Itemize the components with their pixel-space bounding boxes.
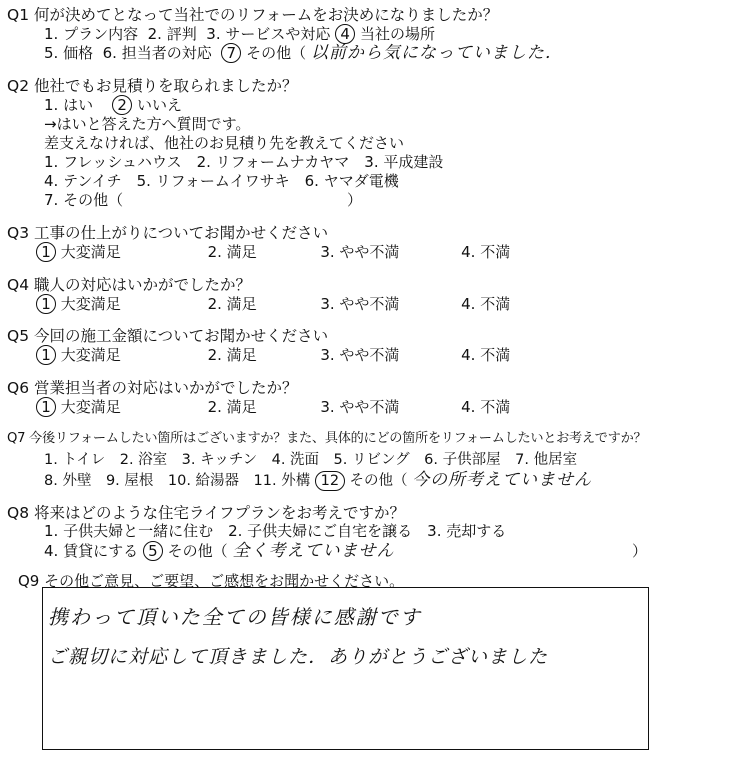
q8-option-4: 4. 賃貸にする — [44, 542, 139, 560]
q3-question: Q3 工事の仕上がりについてお聞かせください — [7, 224, 329, 242]
q6-option-1-circled: 1 — [36, 397, 56, 417]
q6-options — [36, 398, 510, 416]
q2-option-2-circled: 2 — [112, 95, 132, 115]
q1-option-2: 2. 評判 — [147, 25, 197, 43]
q9-question: Q9 その他ご意見、ご要望、ご感想をお聞かせください。 — [18, 572, 405, 590]
q6-option-4: 4. 不満 — [461, 398, 511, 416]
q1-option-4: 当社の場所 — [359, 25, 435, 43]
q6-option-1: 大変満足 — [60, 398, 121, 416]
q2-company-row3 — [44, 191, 123, 209]
q8-row1: 1. 子供夫婦と一緒に住む 2. 子供夫婦にご自宅を譲る 3. 売却する — [44, 522, 507, 540]
q6-question: Q6 営業担当者の対応はいかがでしたか？ — [7, 379, 298, 397]
q3-option-4: 4. 不満 — [461, 243, 511, 261]
q3-option-2: 2. 満足 — [207, 243, 257, 261]
q9-handwritten-line1: 携わって頂いた全ての皆様に感謝です — [48, 605, 422, 629]
q1-question: Q1 何が決めてとなって当社でのリフォームをお決めになりましたか？ — [7, 6, 499, 24]
q2-option-no: いいえ — [136, 96, 182, 114]
q2-answers — [44, 96, 182, 114]
q4-option-2: 2. 満足 — [207, 295, 257, 313]
q4-option-1: 大変満足 — [60, 295, 121, 313]
q2-follow-arrow: →はいと答えた方へ質問です。 — [44, 115, 251, 133]
q3-option-1: 大変満足 — [60, 243, 121, 261]
q2-other-close: ） — [347, 191, 363, 209]
q6-option-3: 3. やや不満 — [320, 398, 400, 416]
q2-other-label: 7. その他（ — [44, 191, 124, 209]
q8-other-close: ） — [632, 542, 648, 560]
q5-option-4: 4. 不満 — [461, 346, 511, 364]
q2-company-row2: 4. テンイチ 5. リフォームイワサキ 6. ヤマダ電機 — [44, 172, 399, 190]
q5-option-3: 3. やや不満 — [320, 346, 400, 364]
q7-options-8-11: 8. 外壁 9. 屋根 10. 給湯器 11. 外構 — [44, 473, 311, 489]
q1-option-1: 1. プラン内容 — [44, 25, 139, 43]
q1-option-6: 6. 担当者の対応 — [102, 44, 212, 62]
q5-option-1-circled: 1 — [36, 345, 56, 365]
q3-option-1-circled: 1 — [36, 242, 56, 262]
q1-row1 — [44, 25, 435, 43]
q8-option-5-circled: 5 — [143, 541, 163, 561]
q4-option-4: 4. 不満 — [461, 295, 511, 313]
q8-question: Q8 将来はどのような住宅ライフプランをお考えですか？ — [7, 504, 406, 522]
q1-option-7: その他（ — [246, 44, 307, 62]
q8-option-5: その他（ — [167, 542, 228, 560]
q6-option-2: 2. 満足 — [207, 398, 257, 416]
q7-question: Q7 今後リフォームしたい箇所はございますか？また、具体的にどの箇所をリフォームしたいとお考えですか？ — [7, 431, 647, 446]
q3-option-3: 3. やや不満 — [320, 243, 400, 261]
q7-handwritten-answer: 今の所考えていません — [412, 470, 593, 490]
q1-row2 — [44, 44, 563, 62]
q8-handwritten-answer: 全く考えていません — [232, 541, 395, 561]
q1-handwritten-answer: 以前から気になっていました． — [310, 43, 563, 63]
q7-option-12-circled: 12 — [315, 471, 345, 491]
q7-option-12: その他（ — [349, 473, 408, 489]
q5-question: Q5 今回の施工金額についてお聞かせください — [7, 327, 329, 345]
q5-option-2: 2. 満足 — [207, 346, 257, 364]
q1-option-7-circled: 7 — [221, 43, 241, 63]
q4-option-3: 3. やや不満 — [320, 295, 400, 313]
q7-row2 — [44, 471, 592, 490]
q2-question: Q2 他社でもお見積りを取られましたか？ — [7, 77, 298, 95]
q2-company-row1: 1. フレッシュハウス 2. リフォームナカヤマ 3. 平成建設 — [44, 153, 444, 171]
q7-row1: 1. トイレ 2. 浴室 3. キッチン 4. 洗面 5. リビング 6. 子供部屋 7. 他居室 — [44, 452, 578, 468]
q4-options — [36, 295, 510, 313]
q4-question: Q4 職人の対応はいかがでしたか？ — [7, 276, 251, 294]
q5-options — [36, 346, 510, 364]
q8-row2 — [44, 542, 394, 560]
q2-follow-request: 差支えなければ、他社のお見積り先を教えてください — [44, 134, 405, 152]
q5-option-1: 大変満足 — [60, 346, 121, 364]
q3-options — [36, 243, 510, 261]
q2-option-yes: 1. はい — [44, 96, 94, 114]
q1-option-3: 3. サービスや対応 — [206, 25, 331, 43]
q4-option-1-circled: 1 — [36, 294, 56, 314]
q1-option-4-circled: 4 — [335, 24, 355, 44]
q1-option-5: 5. 価格 — [44, 44, 94, 62]
q9-handwritten-line2: ご親切に対応して頂きました．ありがとうございました — [48, 646, 549, 668]
